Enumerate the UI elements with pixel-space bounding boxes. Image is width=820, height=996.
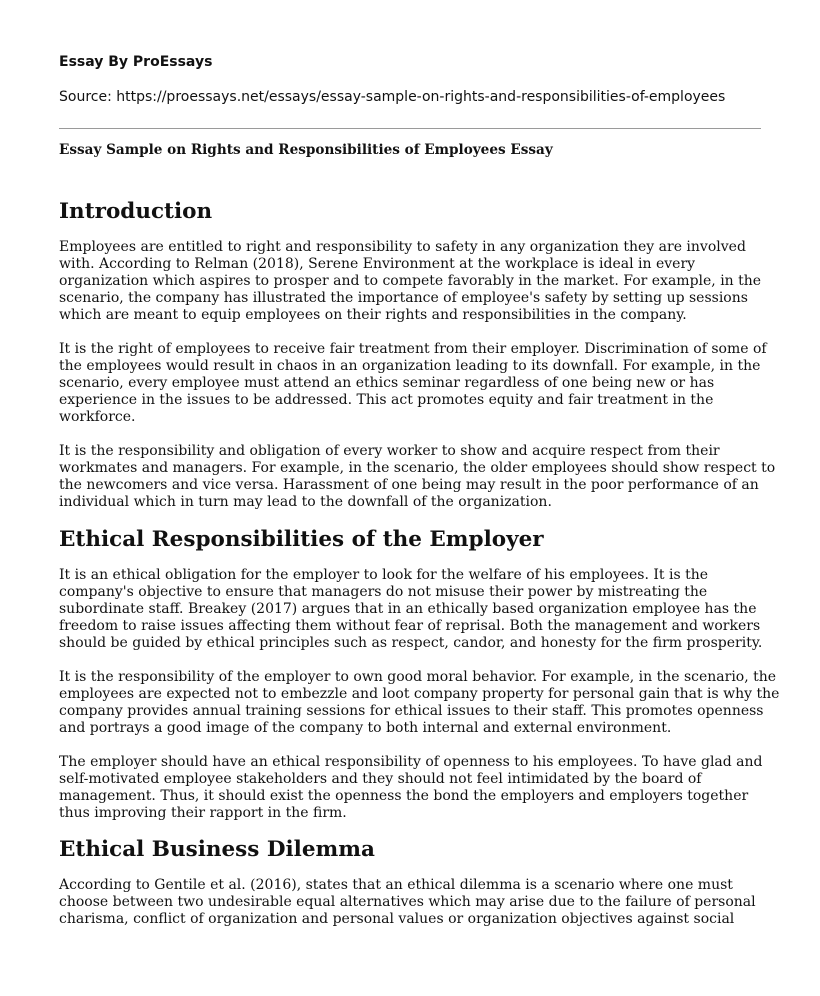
text-line: management. Thus, it should exist the openness the bond the employers and employers together — [59, 788, 749, 804]
text-line: choose between two undesirable equal alternatives which may arise due to the failure of personal — [59, 894, 756, 910]
section-heading-introduction: Introduction — [59, 199, 213, 224]
text-line: charisma, conflict of organization and personal values or organization objectives against social — [59, 911, 735, 927]
text-line: self-motivated employee stakeholders and they should not feel intimidated by the board of — [59, 771, 702, 787]
text-line: employees are expected not to embezzle and loot company property for personal gain that is why the — [59, 686, 780, 702]
text-line: the employees would result in chaos in an organization leading to its downfall. For example, in the — [59, 358, 761, 374]
text-line: subordinate staff. Breakey (2017) argues that in an ethically based organization employee has the — [59, 601, 757, 617]
text-line: which are meant to equip employees on their rights and responsibilities in the company. — [59, 307, 687, 323]
text-line: It is the right of employees to receive fair treatment from their employer. Discrimination of some of — [59, 341, 767, 357]
text-line: It is the responsibility and obligation of every worker to show and acquire respect from their — [59, 443, 720, 459]
source-line: Source: https://proessays.net/essays/essay-sample-on-rights-and-responsibilities-of-employees — [59, 89, 726, 105]
section-heading-business-dilemma: Ethical Business Dilemma — [59, 837, 375, 862]
text-line: According to Gentile et al. (2016), states that an ethical dilemma is a scenario where one must — [59, 877, 733, 893]
paragraph — [59, 877, 761, 928]
text-line: the newcomers and vice versa. Harassment of one being may result in the poor performance of an — [59, 477, 759, 493]
header-divider — [59, 128, 761, 129]
text-line: with. According to Relman (2018), Serene Environment at the workplace is ideal in every — [59, 256, 696, 272]
text-line: workforce. — [59, 409, 136, 425]
paragraph — [59, 239, 761, 324]
paragraph — [59, 567, 761, 652]
text-line: individual which in turn may lead to the downfall of the organization. — [59, 494, 552, 510]
text-line: should be guided by ethical principles such as respect, candor, and honesty for the firm prosperity. — [59, 635, 763, 651]
byline: Essay By ProEssays — [59, 54, 213, 70]
text-line: It is the responsibility of the employer to own good moral behavior. For example, in the scenario, the — [59, 669, 777, 685]
document-title: Essay Sample on Rights and Responsibilities of Employees Essay — [59, 142, 553, 158]
paragraph — [59, 754, 761, 822]
paragraph — [59, 669, 780, 737]
paragraph — [59, 341, 767, 426]
text-line: scenario, every employee must attend an ethics seminar regardless of one being new or has — [59, 375, 715, 391]
text-line: workmates and managers. For example, in the scenario, the older employees should show respect to — [59, 460, 776, 476]
text-line: company provides annual training sessions for ethical issues to their staff. This promotes openness — [59, 703, 764, 719]
text-line: The employer should have an ethical responsibility of openness to his employees. To have glad and — [59, 754, 763, 770]
text-line: scenario, the company has illustrated the importance of employee's safety by setting up sessions — [59, 290, 748, 306]
section-heading-employer-responsibilities: Ethical Responsibilities of the Employer — [59, 527, 544, 552]
paragraph — [59, 443, 776, 511]
text-line: It is an ethical obligation for the employer to look for the welfare of his employees. It is the — [59, 567, 709, 583]
text-line: and portrays a good image of the company to both internal and external environment. — [59, 720, 672, 736]
text-line: company's objective to ensure that managers do not misuse their power by mistreating the — [59, 584, 708, 600]
text-line: thus improving their rapport in the firm. — [59, 805, 347, 821]
text-line: freedom to raise issues affecting them without fear of reprisal. Both the management and workers — [59, 618, 761, 634]
text-line: organization which aspires to prosper and to compete favorably in the market. For example, in the — [59, 273, 762, 289]
text-line: experience in the issues to be addressed. This act promotes equity and fair treatment in the — [59, 392, 714, 408]
document-header — [59, 0, 761, 106]
text-line: Employees are entitled to right and responsibility to safety in any organization they are involved — [59, 239, 746, 255]
